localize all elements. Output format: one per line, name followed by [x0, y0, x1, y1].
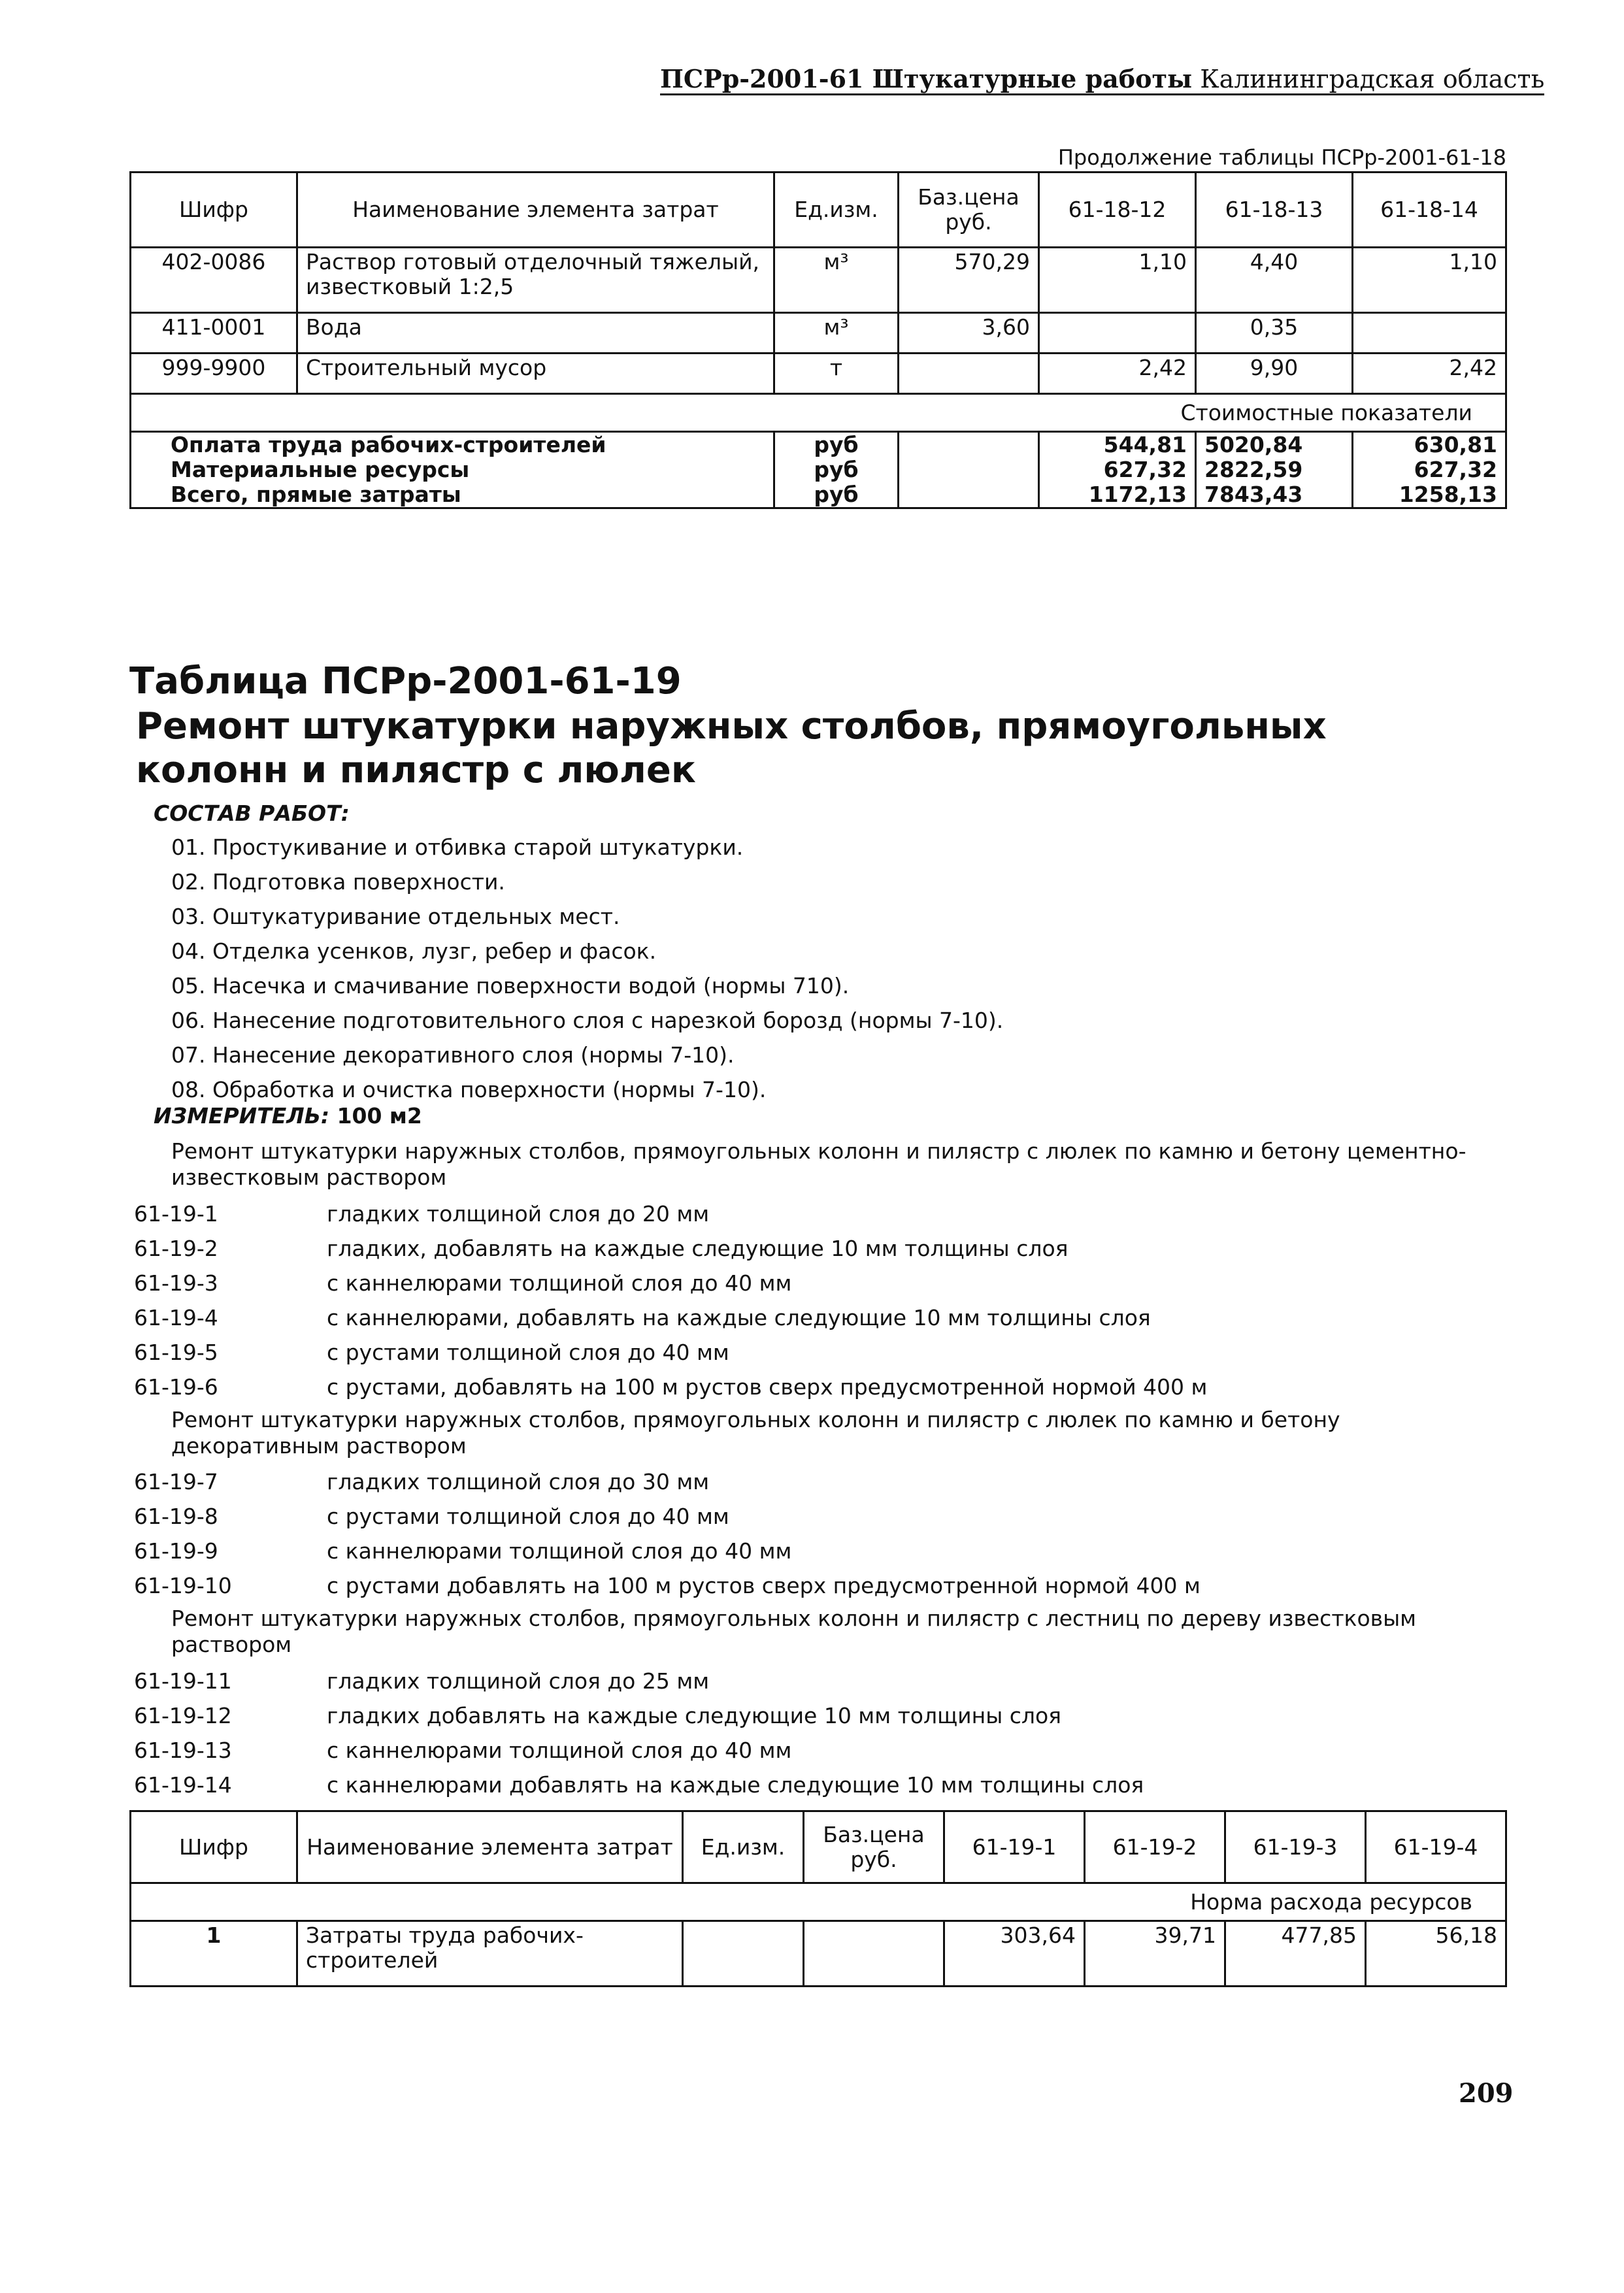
summary-name: Всего, прямые затраты — [131, 482, 774, 508]
list-item — [134, 1534, 1500, 1568]
list-item — [134, 1231, 1500, 1266]
row-v2: 39,71 — [1085, 1921, 1225, 1987]
table2-header-row — [131, 1811, 1506, 1883]
table2-col-v1: 61-19-1 — [944, 1811, 1085, 1883]
row-price: 3,60 — [899, 313, 1039, 354]
list-item: 01. Простукивание и отбивка старой штукатурки. — [171, 834, 744, 860]
item-text: с каннелюрами, добавлять на каждые следующие 10 мм толщины слоя — [327, 1304, 1151, 1330]
table1-col-v1: 61-18-12 — [1039, 173, 1196, 248]
summary-name: Оплата труда рабочих-строителей — [131, 432, 774, 457]
measure-label: ИЗМЕРИТЕЛЬ: — [154, 1103, 330, 1129]
item-text: с каннелюрами толщиной слоя до 40 мм — [327, 1538, 792, 1564]
list-item: 04. Отделка усенков, лузг, ребер и фасок. — [171, 938, 657, 964]
row-price — [899, 354, 1039, 394]
summary-price — [899, 482, 1039, 508]
row-v3: 477,85 — [1225, 1921, 1366, 1987]
table1-col-price: Баз.цена руб. — [899, 173, 1039, 248]
list-item — [134, 1664, 1500, 1698]
row-code: 999-9900 — [131, 354, 297, 394]
summary-row — [131, 457, 1506, 482]
list-item — [134, 1300, 1500, 1335]
table2-col-code: Шифр — [131, 1811, 297, 1883]
row-v3: 2,42 — [1353, 354, 1506, 394]
summary-v2: 5020,84 — [1196, 432, 1353, 457]
table1 — [129, 171, 1507, 509]
summary-v1: 627,32 — [1039, 457, 1196, 482]
item-text: с рустами толщиной слоя до 40 мм — [327, 1504, 729, 1529]
list-item — [134, 1499, 1500, 1534]
summary-unit: руб — [774, 432, 899, 457]
table2-col-v4: 61-19-4 — [1366, 1811, 1506, 1883]
item-text: с рустами толщиной слоя до 40 мм — [327, 1339, 729, 1365]
table-row — [131, 1921, 1506, 1987]
row-name: Затраты труда рабочих-строителей — [297, 1921, 683, 1987]
item-code: 61-19-13 — [134, 1737, 232, 1763]
table2-col-v3: 61-19-3 — [1225, 1811, 1366, 1883]
item-code: 61-19-10 — [134, 1573, 232, 1598]
item-code: 61-19-4 — [134, 1304, 218, 1330]
table2 — [129, 1810, 1507, 1987]
summary-unit: руб — [774, 457, 899, 482]
table-row — [131, 354, 1506, 394]
works-label: СОСТАВ РАБОТ: — [154, 800, 350, 826]
table1-col-unit: Ед.изм. — [774, 173, 899, 248]
row-v3 — [1353, 313, 1506, 354]
table1-col-name: Наименование элемента затрат — [297, 173, 774, 248]
summary-v2: 7843,43 — [1196, 482, 1353, 508]
table1-caption: Продолжение таблицы ПСРр-2001-61-18 — [1057, 145, 1506, 170]
row-name: Вода — [297, 313, 774, 354]
list-item: 08. Обработка и очистка поверхности (нормы 7-10). — [171, 1077, 767, 1102]
row-price: 570,29 — [899, 248, 1039, 313]
item-text: с каннелюрами добавлять на каждые следующие 10 мм толщины слоя — [327, 1772, 1144, 1798]
item-code: 61-19-1 — [134, 1200, 218, 1227]
table2-col-unit: Ед.изм. — [683, 1811, 804, 1883]
summary-v1: 1172,13 — [1039, 482, 1196, 508]
item-text: гладких толщиной слоя до 30 мм — [327, 1469, 710, 1494]
summary-v3: 630,81 — [1353, 432, 1506, 457]
list-item — [134, 1266, 1500, 1300]
item-text: с рустами добавлять на 100 м рустов сверх предусмотренной нормой 400 м — [327, 1573, 1201, 1598]
item-code: 61-19-12 — [134, 1702, 232, 1728]
item-code: 61-19-9 — [134, 1538, 218, 1564]
summary-v3: 1258,13 — [1353, 482, 1506, 508]
row-v2: 9,90 — [1196, 354, 1353, 394]
row-v1: 303,64 — [944, 1921, 1085, 1987]
summary-name: Материальные ресурсы — [131, 457, 774, 482]
row-v3: 1,10 — [1353, 248, 1506, 313]
summary-unit: руб — [774, 482, 899, 508]
row-name: Строительный мусор — [297, 354, 774, 394]
table1-section-label: Стоимостные показатели — [131, 394, 1506, 432]
row-v2: 4,40 — [1196, 248, 1353, 313]
row-unit: м³ — [774, 248, 899, 313]
table1-col-v2: 61-18-13 — [1196, 173, 1353, 248]
header-region: Калининградская область — [1200, 65, 1545, 93]
list-item — [134, 1768, 1500, 1802]
norm-groups — [134, 1136, 1500, 1802]
item-text: гладких добавлять на каждые следующие 10 мм толщины слоя — [327, 1702, 1062, 1728]
section-subtitle: Ремонт штукатурки наружных столбов, прямоугольных колонн и пилястр с люлек — [136, 705, 1327, 792]
page-number: 209 — [1459, 2078, 1514, 2109]
table1-col-v3: 61-18-14 — [1353, 173, 1506, 248]
summary-v1: 544,81 — [1039, 432, 1196, 457]
list-item: 05. Насечка и смачивание поверхности водой (нормы 710). — [171, 973, 850, 998]
table2-col-v2: 61-19-2 — [1085, 1811, 1225, 1883]
item-code: 61-19-2 — [134, 1235, 218, 1261]
row-code: 402-0086 — [131, 248, 297, 313]
list-item: 07. Нанесение декоративного слоя (нормы 7-10). — [171, 1042, 735, 1068]
summary-price — [899, 457, 1039, 482]
list-item — [134, 1568, 1500, 1603]
page-header — [660, 64, 1544, 95]
item-code: 61-19-11 — [134, 1668, 232, 1694]
summary-price — [899, 432, 1039, 457]
item-code: 61-19-6 — [134, 1374, 218, 1400]
table1-header-row — [131, 173, 1506, 248]
list-item — [134, 1196, 1500, 1231]
list-item: 03. Оштукатуривание отдельных мест. — [171, 904, 620, 929]
list-item: 06. Нанесение подготовительного слоя с нарезкой борозд (нормы 7-10). — [171, 1008, 1004, 1033]
row-v1 — [1039, 313, 1196, 354]
summary-v3: 627,32 — [1353, 457, 1506, 482]
row-unit: м³ — [774, 313, 899, 354]
item-text: с рустами, добавлять на 100 м рустов сверх предусмотренной нормой 400 м — [327, 1374, 1208, 1400]
group-description: Ремонт штукатурки наружных столбов, прямоугольных колонн и пилястр с люлек по камню и бетону цементно-известковым раствором — [171, 1138, 1467, 1191]
works-list — [171, 830, 1003, 1107]
list-item — [134, 1698, 1500, 1733]
list-item — [134, 1733, 1500, 1768]
row-unit — [683, 1921, 804, 1987]
list-item — [134, 1335, 1500, 1370]
table2-section-label: Норма расхода ресурсов — [131, 1883, 1506, 1921]
item-text: гладких, добавлять на каждые следующие 10 мм толщины слоя — [327, 1235, 1069, 1261]
item-code: 61-19-3 — [134, 1270, 218, 1296]
summary-v2: 2822,59 — [1196, 457, 1353, 482]
group-description: Ремонт штукатурки наружных столбов, прямоугольных колонн и пилястр с люлек по камню и бетону декоративным раствором — [171, 1406, 1340, 1459]
table-row — [131, 248, 1506, 313]
item-text: с каннелюрами толщиной слоя до 40 мм — [327, 1737, 792, 1763]
table-row — [131, 313, 1506, 354]
row-v1: 1,10 — [1039, 248, 1196, 313]
table2-col-price: Баз.цена руб. — [804, 1811, 944, 1883]
table2-col-name: Наименование элемента затрат — [297, 1811, 683, 1883]
item-code: 61-19-5 — [134, 1339, 218, 1365]
item-text: с каннелюрами толщиной слоя до 40 мм — [327, 1270, 792, 1296]
group-description: Ремонт штукатурки наружных столбов, прямоугольных колонн и пилястр с лестниц по дереву известковым раствором — [171, 1606, 1417, 1658]
row-v1: 2,42 — [1039, 354, 1196, 394]
item-code: 61-19-8 — [134, 1504, 218, 1529]
row-v4: 56,18 — [1366, 1921, 1506, 1987]
summary-row — [131, 482, 1506, 508]
measure-value: 100 м2 — [337, 1103, 422, 1129]
row-name: Раствор готовый отделочный тяжелый, известковый 1:2,5 — [297, 248, 774, 313]
row-code: 411-0001 — [131, 313, 297, 354]
row-unit: т — [774, 354, 899, 394]
row-price — [804, 1921, 944, 1987]
table1-section-row — [131, 394, 1506, 432]
summary-row — [131, 432, 1506, 457]
list-item: 02. Подготовка поверхности. — [171, 869, 505, 895]
row-code: 1 — [131, 1921, 297, 1987]
table1-col-code: Шифр — [131, 173, 297, 248]
item-text: гладких толщиной слоя до 20 мм — [327, 1200, 710, 1227]
table2-section-row — [131, 1883, 1506, 1921]
item-text: гладких толщиной слоя до 25 мм — [327, 1668, 710, 1694]
row-v2: 0,35 — [1196, 313, 1353, 354]
item-code: 61-19-7 — [134, 1469, 218, 1494]
header-code-title: ПСРр-2001-61 Штукатурные работы — [660, 64, 1193, 93]
item-code: 61-19-14 — [134, 1772, 232, 1798]
list-item — [134, 1370, 1500, 1404]
list-item — [134, 1464, 1500, 1499]
measure — [154, 1103, 422, 1129]
section-title: Таблица ПСРр-2001-61-19 — [129, 660, 682, 702]
